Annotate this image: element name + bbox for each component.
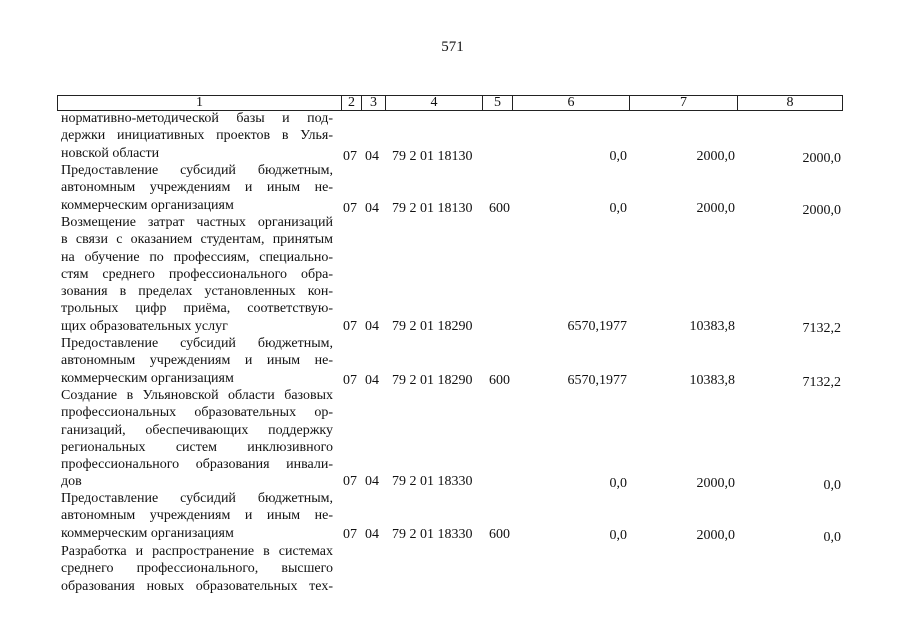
cell-section: 07	[343, 319, 357, 334]
cell-col-8-value: 0,0	[823, 530, 841, 545]
cell-section: 07	[343, 527, 357, 542]
description-line: трольных цифр приёма, соответствую-	[61, 301, 333, 317]
header-col-1: 1	[58, 96, 342, 110]
description-line: образования новых образовательных тех-	[61, 578, 333, 594]
description-line: Возмещение затрат частных организаций	[61, 215, 333, 230]
description-line: нормативно-методической базы и под-	[61, 111, 333, 126]
cell-subsection: 04	[365, 319, 379, 334]
description-line: региональных систем инклюзивного	[61, 439, 333, 455]
description-line: новской области	[61, 145, 160, 161]
description-line: Предоставление субсидий бюджетным,	[61, 336, 333, 351]
cell-col-7-value: 2000,0	[696, 201, 735, 216]
description-line: профессионального образования инвали-	[61, 457, 333, 473]
cell-col-8-value: 2000,0	[802, 203, 841, 218]
cell-col-6-value: 0,0	[609, 149, 627, 164]
cell-target-code: 79 2 01 18130	[392, 149, 473, 164]
row-description	[61, 214, 333, 335]
cell-target-code: 79 2 01 18330	[392, 527, 473, 542]
cell-subsection: 04	[365, 373, 379, 388]
description-line: зования в пределах установленных кон-	[61, 284, 333, 300]
cell-col-7-value: 10383,8	[689, 319, 735, 334]
cell-section: 07	[343, 201, 357, 216]
description-line: дов	[61, 474, 82, 490]
cell-col-7-value: 10383,8	[689, 373, 735, 388]
header-col-4: 4	[386, 96, 483, 110]
description-line: Предоставление субсидий бюджетным,	[61, 163, 333, 178]
cell-col-6-value: 6570,1977	[567, 319, 627, 334]
cell-target-code: 79 2 01 18330	[392, 474, 473, 489]
description-line: профессиональных образовательных ор-	[61, 405, 333, 421]
row-description	[61, 387, 333, 491]
description-line: держки инициативных проектов в Улья-	[61, 128, 333, 144]
cell-section: 07	[343, 149, 357, 164]
row-description	[61, 543, 333, 595]
cell-subsection: 04	[365, 149, 379, 164]
header-col-5: 5	[483, 96, 513, 110]
cell-col-8-value: 2000,0	[802, 151, 841, 166]
cell-target-code: 79 2 01 18290	[392, 319, 473, 334]
table-header	[57, 95, 843, 111]
row-description	[61, 162, 333, 214]
description-line: Разработка и распространение в системах	[61, 544, 333, 559]
cell-col-6-value: 0,0	[609, 201, 627, 216]
row-description	[61, 335, 333, 387]
cell-col-7-value: 2000,0	[696, 149, 735, 164]
header-col-3: 3	[362, 96, 386, 110]
description-line: коммерческим организациям	[61, 370, 234, 386]
cell-target-code: 79 2 01 18290	[392, 373, 473, 388]
cell-col-6-value: 6570,1977	[567, 373, 627, 388]
description-line: среднего профессионального, высшего	[61, 561, 333, 577]
cell-target-code: 79 2 01 18130	[392, 201, 473, 216]
cell-col-6-value: 0,0	[609, 476, 627, 491]
cell-section: 07	[343, 373, 357, 388]
cell-expense-type: 600	[489, 527, 510, 542]
description-line: автономным учреждениям и иным не-	[61, 508, 333, 524]
page-number: 571	[441, 39, 464, 55]
cell-col-8-value: 7132,2	[802, 375, 841, 390]
cell-subsection: 04	[365, 474, 379, 489]
header-col-8: 8	[786, 95, 794, 110]
description-line: на обучение по профессиям, специально-	[61, 249, 333, 265]
description-line: Создание в Ульяновской области базовых	[61, 388, 333, 403]
description-line: ганизаций, обеспечивающих поддержку	[61, 422, 333, 438]
description-line: автономным учреждениям и иным не-	[61, 353, 333, 369]
header-col-2: 2	[342, 96, 362, 110]
description-line: Предоставление субсидий бюджетным,	[61, 491, 333, 506]
description-line: коммерческим организациям	[61, 197, 234, 213]
cell-col-7-value: 2000,0	[696, 476, 735, 491]
header-col-6: 6	[513, 96, 630, 110]
cell-expense-type: 600	[489, 373, 510, 388]
cell-col-8-value: 7132,2	[802, 321, 841, 336]
header-col-7: 7	[630, 96, 738, 110]
cell-col-6-value: 0,0	[609, 528, 627, 543]
row-description	[61, 490, 333, 542]
cell-subsection: 04	[365, 527, 379, 542]
description-line: щих образовательных услуг	[61, 318, 228, 334]
description-line: коммерческим организациям	[61, 525, 234, 541]
description-line: автономным учреждениям и иным не-	[61, 180, 333, 196]
cell-col-7-value: 2000,0	[696, 528, 735, 543]
row-description	[61, 110, 333, 162]
description-line: стям среднего профессионального обра-	[61, 266, 333, 282]
cell-col-8-value: 0,0	[823, 478, 841, 493]
cell-section: 07	[343, 474, 357, 489]
description-line: в связи с оказанием студентам, принятым	[61, 232, 333, 248]
cell-subsection: 04	[365, 201, 379, 216]
cell-expense-type: 600	[489, 201, 510, 216]
